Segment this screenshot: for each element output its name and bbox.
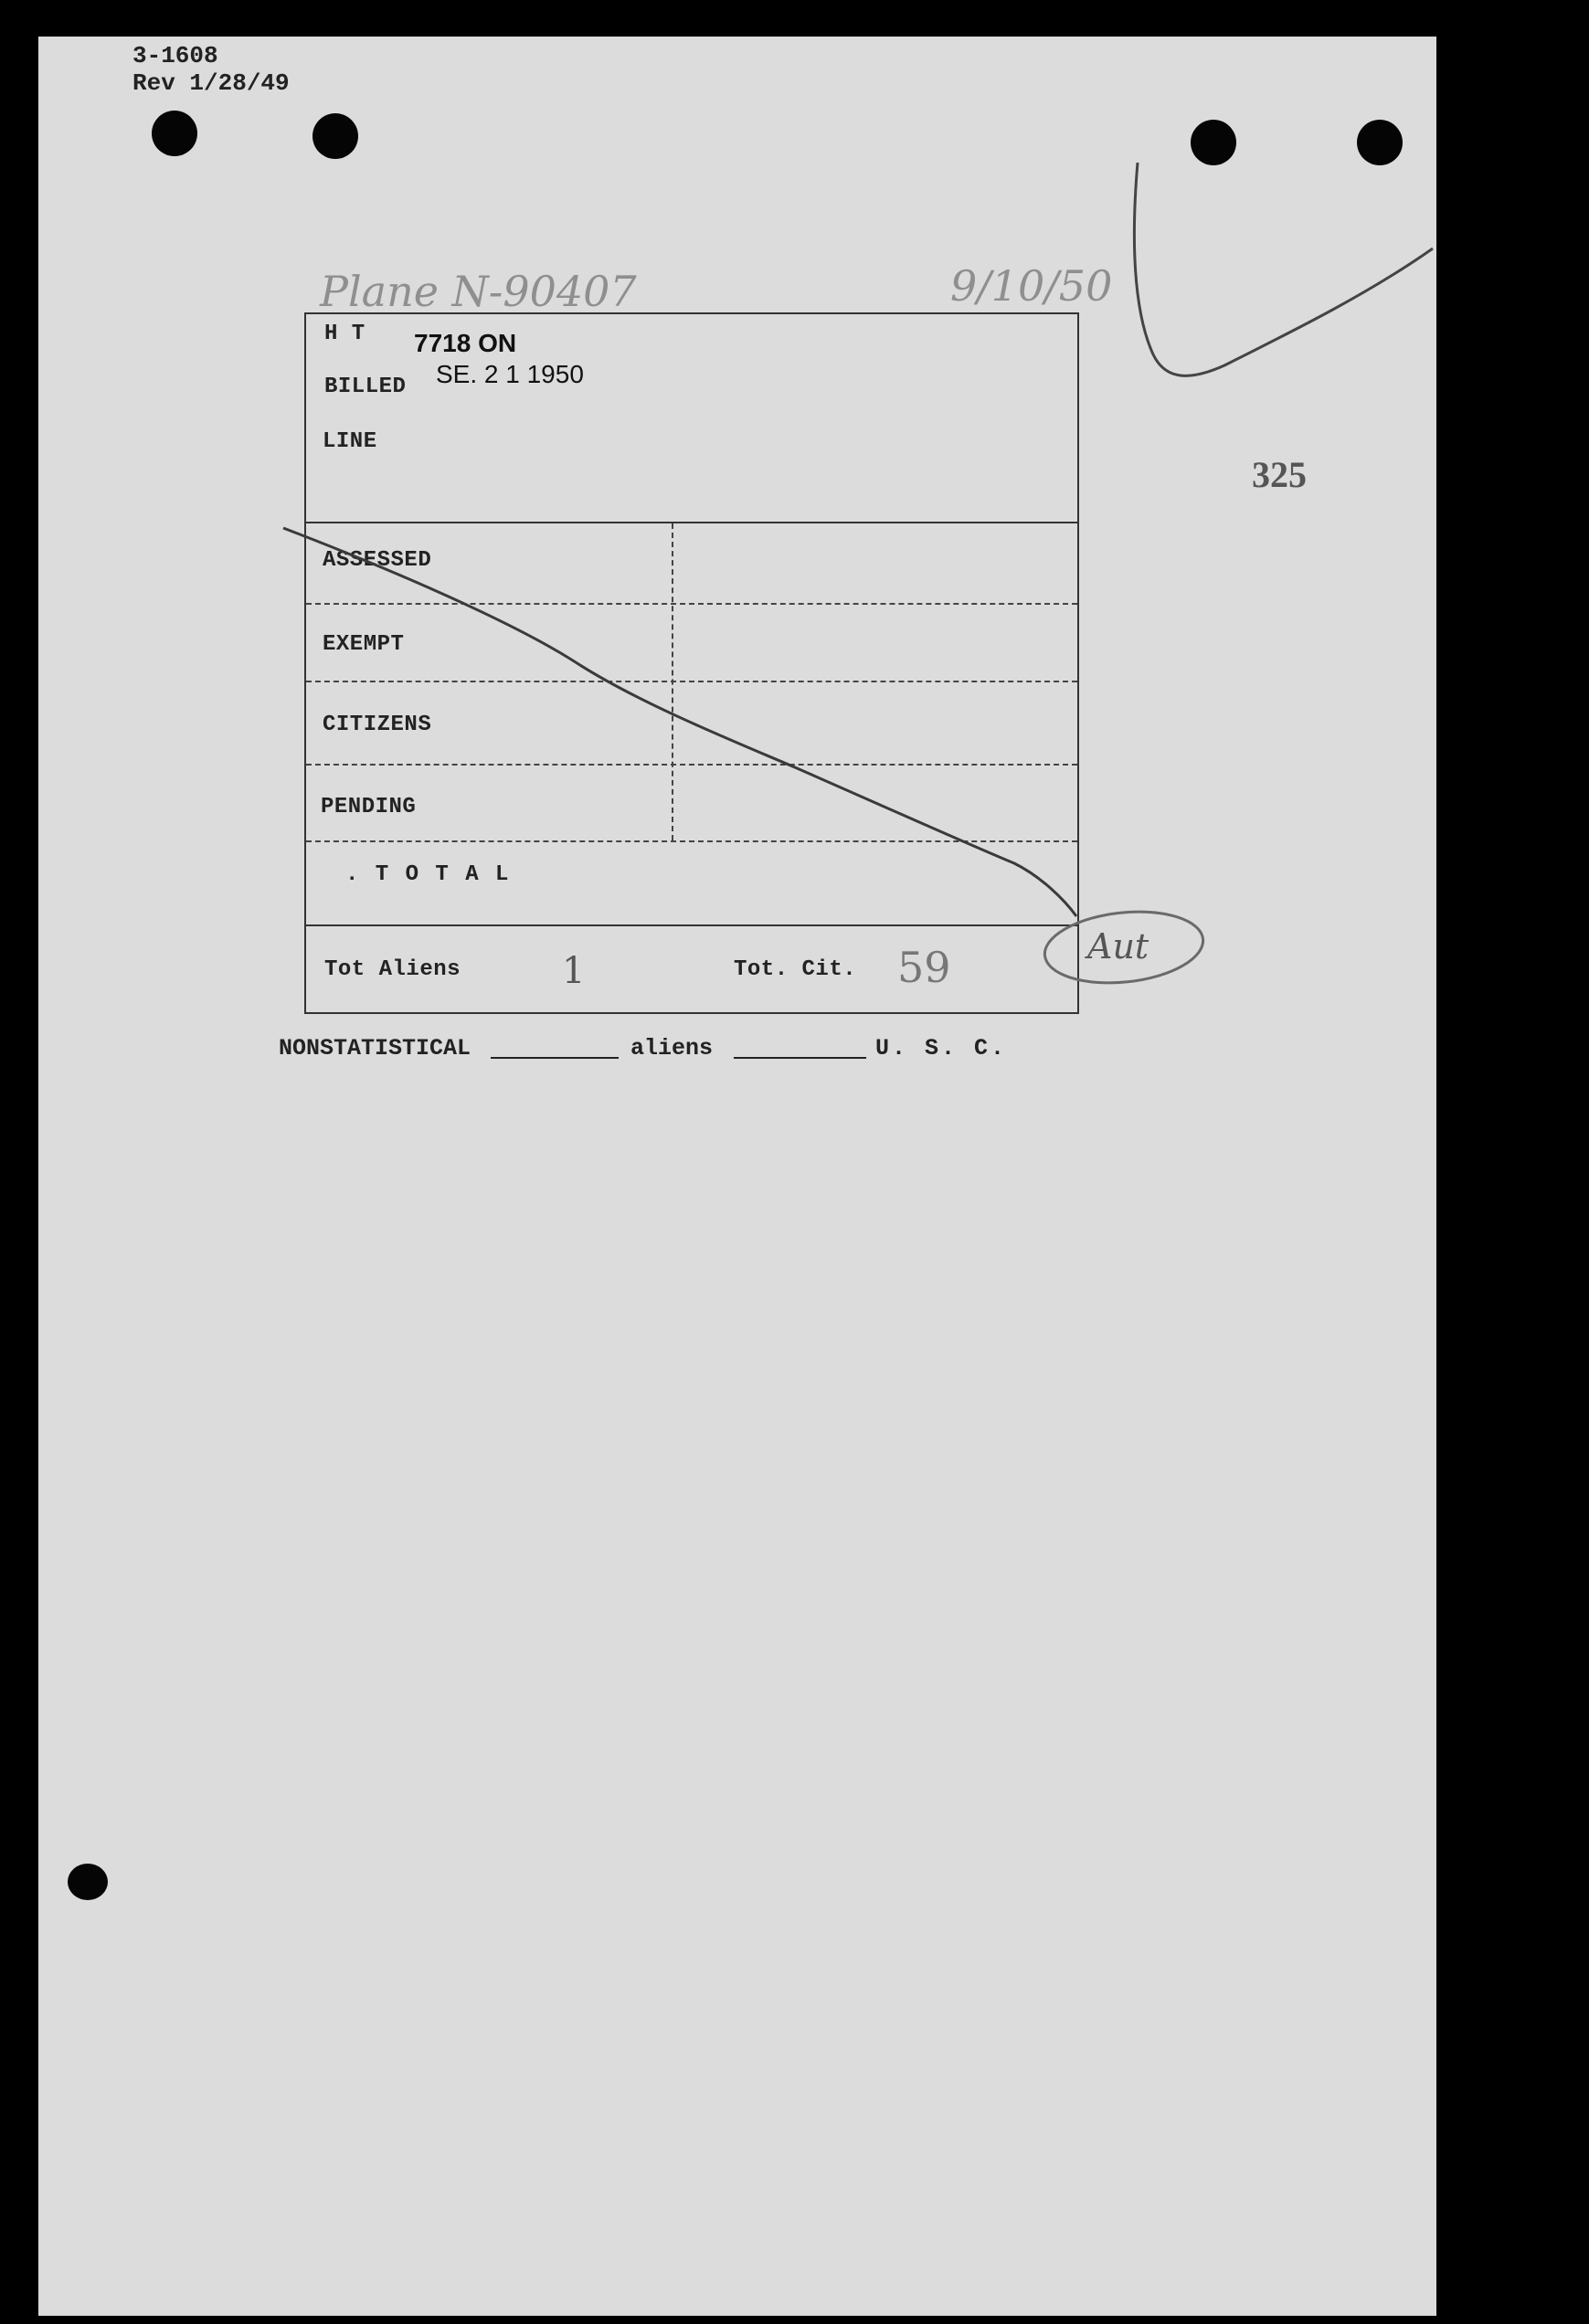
- row-pending-label: PENDING: [321, 795, 417, 819]
- billed-label: BILLED: [324, 375, 407, 399]
- total-label: . T O T A L: [345, 862, 511, 887]
- tot-aliens-label: Tot Aliens: [324, 957, 461, 982]
- nonstatistical-label: NONSTATISTICAL: [279, 1035, 471, 1062]
- handwritten-date: 9/10/50: [950, 261, 1113, 311]
- aliens-blank: [734, 1057, 866, 1059]
- aliens-label: aliens: [630, 1035, 714, 1062]
- page-number: 325: [1252, 454, 1307, 495]
- row-exempt-label: EXEMPT: [323, 632, 405, 657]
- tot-cit-value: 59: [897, 943, 951, 992]
- handwritten-plane: Plane N-90407: [320, 267, 637, 316]
- initials-circled: Aut: [1087, 926, 1149, 967]
- tot-cit-label: Tot. Cit.: [734, 957, 857, 982]
- row-citizens-label: CITIZENS: [323, 713, 432, 737]
- stamp-line-2: SE. 2 1 1950: [436, 360, 584, 388]
- row-assessed-label: ASSESSED: [323, 548, 432, 573]
- tot-aliens-value: 1: [562, 950, 586, 992]
- stamp-line-1: 7718 ON: [414, 329, 517, 357]
- ht-label: H T: [324, 322, 365, 346]
- form-number: 3-1608: [132, 42, 218, 69]
- line-label: LINE: [323, 429, 377, 454]
- nonstatistical-blank: [491, 1057, 619, 1059]
- revision-date: Rev 1/28/49: [132, 69, 290, 97]
- usc-label: U. S. C.: [875, 1035, 1008, 1062]
